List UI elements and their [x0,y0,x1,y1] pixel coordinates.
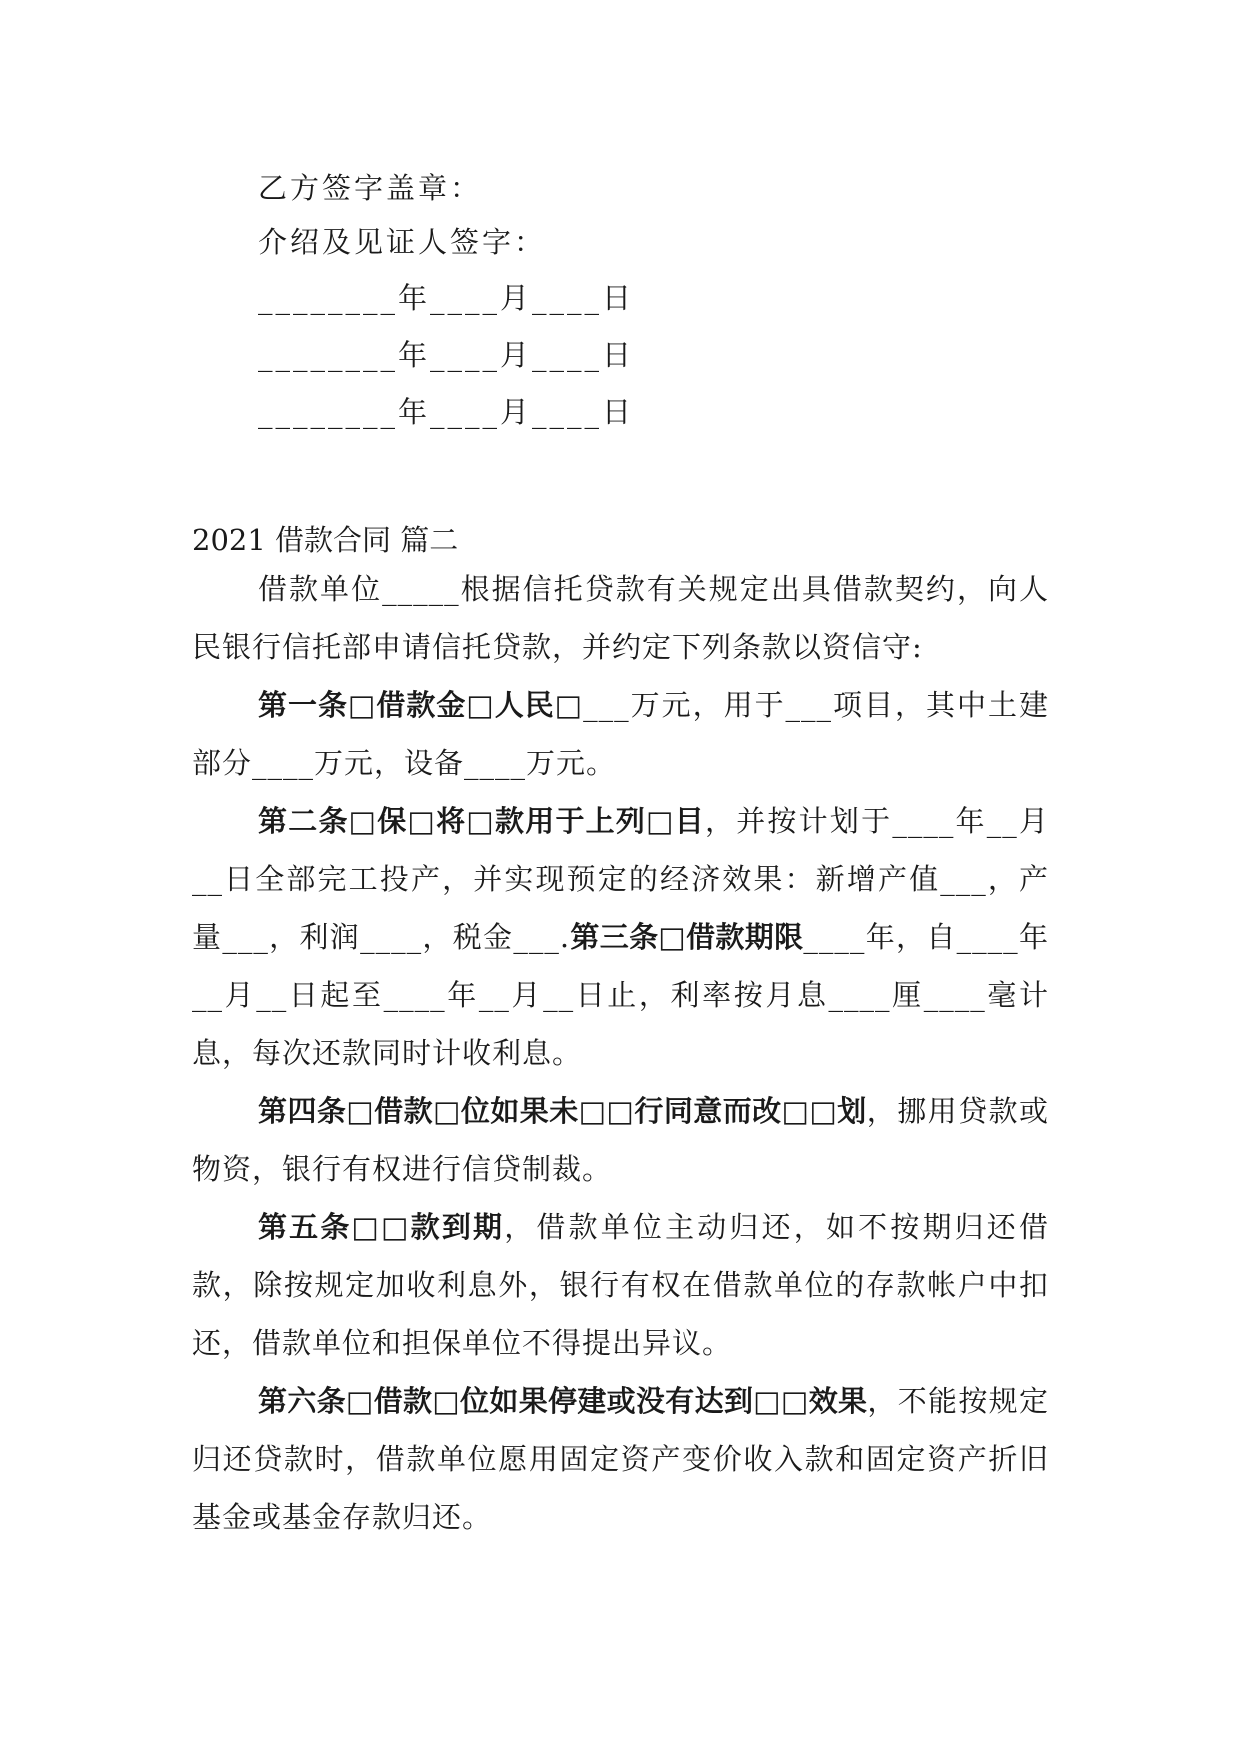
intro-paragraph: 借款单位_____根据信托贷款有关规定出具借款契约，向人民银行信托部申请信托贷款，并约定下列条款以资信守: [192,572,1049,664]
section-title: 2021 借款合同 篇二 [192,523,459,557]
article-6-text: ，不能按规定归还贷款时，借款单位愿用固定资产变价收入款和固定资产折旧基金或基金存款归还。 [192,1384,1049,1534]
date-line-1: ________年____月____日 [258,281,635,315]
date-line-2: ________年____月____日 [258,338,635,372]
article-1-text: ___万元，用于___项目，其中土建部分____万元，设备____万元。 [192,688,1049,780]
article-5 [192,1198,1049,1372]
article-4 [192,1082,1049,1198]
article-2-3 [192,792,1049,1082]
article-1 [192,676,1049,792]
article-6-heading: 第六条□借款□位如果停建或没有达到□□效果 [258,1384,868,1418]
article-1-heading: 第一条□借款金□人民□ [258,688,584,722]
date-line-3: ________年____月____日 [258,395,635,429]
article-4-text: ，挪用贷款或物资，银行有权进行信贷制裁。 [192,1094,1049,1186]
article-2-text: ，并按计划于____年__月__日全部完工投产，并实现预定的经济效果：新增产值___，产量___，利润____，税金___. [192,804,1049,954]
article-5-text: ，借款单位主动归还，如不按期归还借款，除按规定加收利息外，银行有权在借款单位的存款帐户中扣还，借款单位和担保单位不得提出异议。 [192,1210,1049,1360]
article-3-text: ____年，自____年__月__日起至____年__月__日止，利率按月息____厘____毫计息，每次还款同时计收利息。 [192,920,1049,1070]
article-2-heading: 第二条□保□将□款用于上列□目 [258,804,705,838]
article-5-heading: 第五条□□款到期 [258,1210,505,1244]
article-4-heading: 第四条□借款□位如果未□□行同意而改□□划 [258,1094,867,1128]
witness-signature-label: 介绍及见证人签字： [258,225,547,259]
article-6 [192,1372,1049,1546]
party-b-signature-label: 乙方签字盖章： [258,171,483,205]
article-3-heading: 第三条□借款期限 [570,920,804,954]
